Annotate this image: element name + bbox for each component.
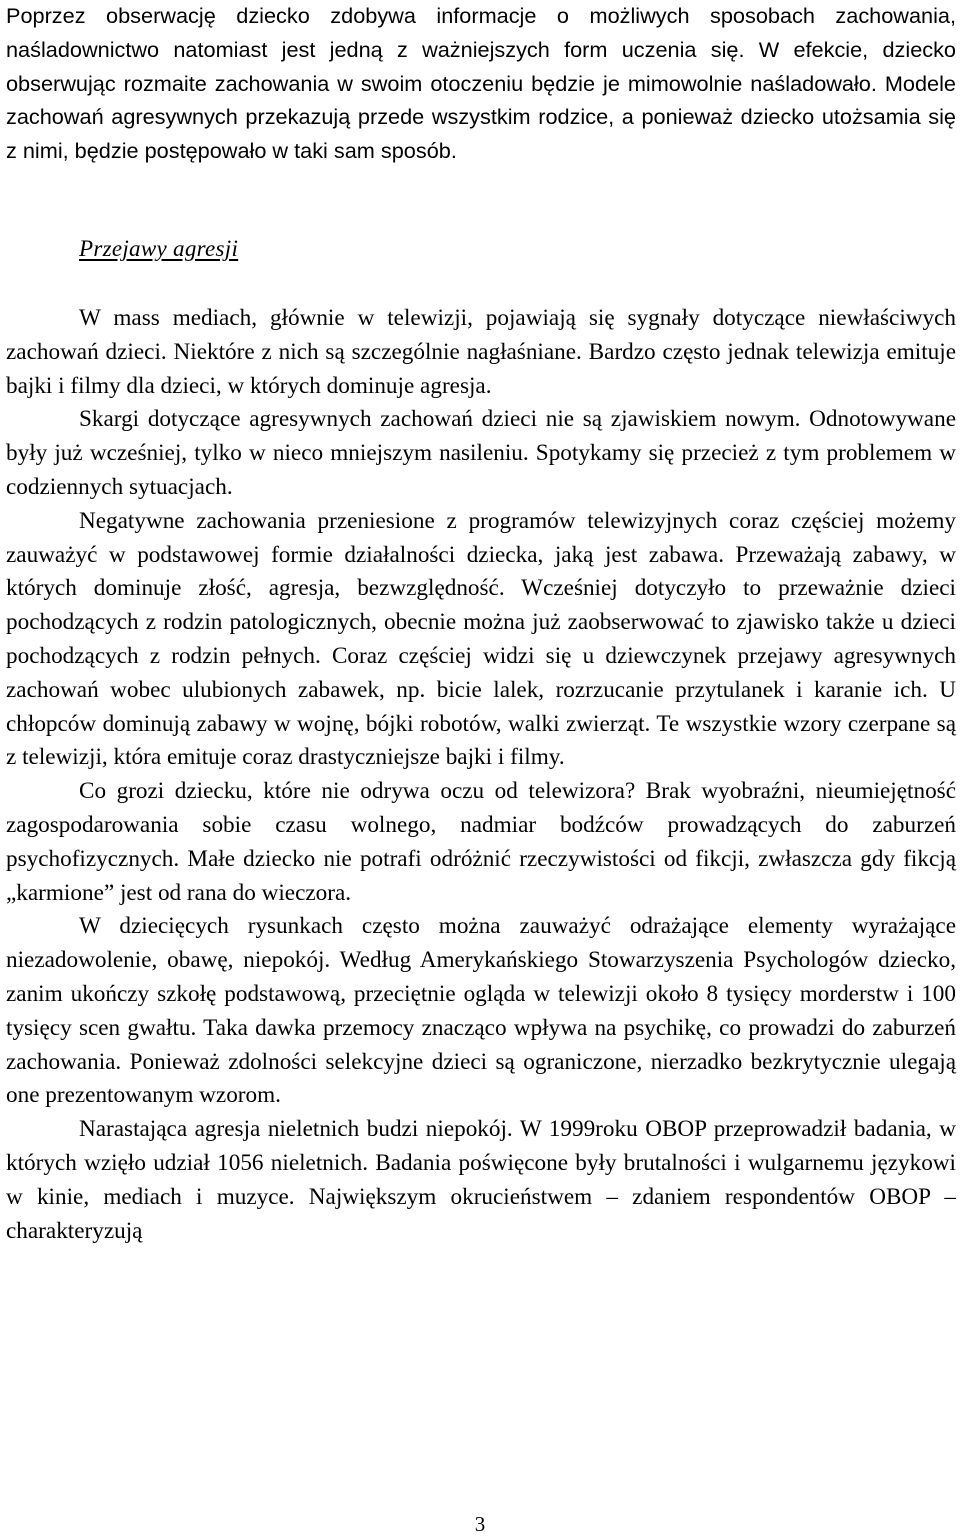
paragraph-mass-media: W mass mediach, głównie w telewizji, pojawiają się sygnały dotyczące niewłaściwych zachowań dzieci. Niektóre z nich są szczególnie nagłaśniane. Bardzo często jednak telewizja emituje bajki i filmy dla dzieci, w których dominuje agresja. [6, 305, 956, 399]
paragraph-negative-behaviour: Negatywne zachowania przeniesione z programów telewizyjnych coraz częściej możemy zauważyć w podstawowej formie działalności dziecka, jaką jest zabawa. Przeważają zabawy, w których dominuje złość, agresja, bezwzględność. Wcześniej dotyczyło to przeważnie dzieci pochodzących z rodzin patologicznych, obecnie można już zaobserwować to zjawisko także u dzieci pochodzących z rodzin pełnych. Coraz częściej widzi się u dziewczynek przejawy agresywnych zachowań wobec ulubionych zabawek, np. bicie lalek, rozrzucanie przytulanek i karanie ich. U chłopców dominują zabawy w wojnę, bójki robotów, walki zwierząt. Te wszystkie wzory czerpane są z telewizji, która emituje coraz drastyczniejsze bajki i filmy. [6, 507, 956, 771]
paragraph-threats: Co grozi dziecku, które nie odrywa oczu od telewizora? Brak wyobraźni, nieumiejętność zagospodarowania sobie czasu wolnego, nadmiar bodźców prowadzących do zaburzeń psychofizycznych. Małe dziecko nie potrafi odróżnić rzeczywistości od fikcji, zwłaszcza gdy fikcją „karmione” jest od rana do wieczora. [6, 778, 956, 906]
body-text [6, 302, 956, 1248]
paragraph-complaints: Skargi dotyczące agresywnych zachowań dzieci nie są zjawiskiem nowym. Odnotowywane były już wcześniej, tylko w nieco mniejszym nasileniu. Spotykamy się przecież z tym problemem w codziennych sytuacjach. [6, 406, 956, 500]
section-heading: Przejawy agresji [79, 236, 239, 261]
paragraph-drawings: W dziecięcych rysunkach często można zauważyć odrażające elementy wyrażające niezadowolenie, obawę, niepokój. Według Amerykańskiego Stowarzyszenia Psychologów dziecko, zanim ukończy szkołę podstawową, przeciętnie ogląda w telewizji około 8 tysięcy morderstw i 100 tysięcy scen gwałtu. Taka dawka przemocy znacząco wpływa na psychikę, co prowadzi do zaburzeń zachowania. Ponieważ zdolności selekcyjne dzieci są ograniczone, nierzadko bezkrytycznie ulegają one prezentowanym wzorom. [6, 913, 956, 1109]
paragraph-obop: Narastająca agresja nieletnich budzi niepokój. W 1999roku OBOP przeprowadził badania, w których wzięło udział 1056 nieletnich. Badania poświęcone były brutalności i wulgarnemu językowi w kinie, mediach i muzyce. Największym okrucieństwem – zdaniem respondentów OBOP – charakteryzują [6, 1116, 956, 1244]
page-number: 3 [474, 1512, 486, 1536]
intro-paragraph: Poprzez obserwację dziecko zdobywa informacje o możliwych sposobach zachowania, naśladownictwo natomiast jest jedną z ważniejszych form uczenia się. W efekcie, dziecko obserwując rozmaite zachowania w swoim otoczeniu będzie je mimowolnie naśladowało. Modele zachowań agresywnych przekazują przede wszystkim rodzice, a ponieważ dziecko utożsamia się z nimi, będzie postępowało w taki sam sposób. [6, 3, 956, 164]
